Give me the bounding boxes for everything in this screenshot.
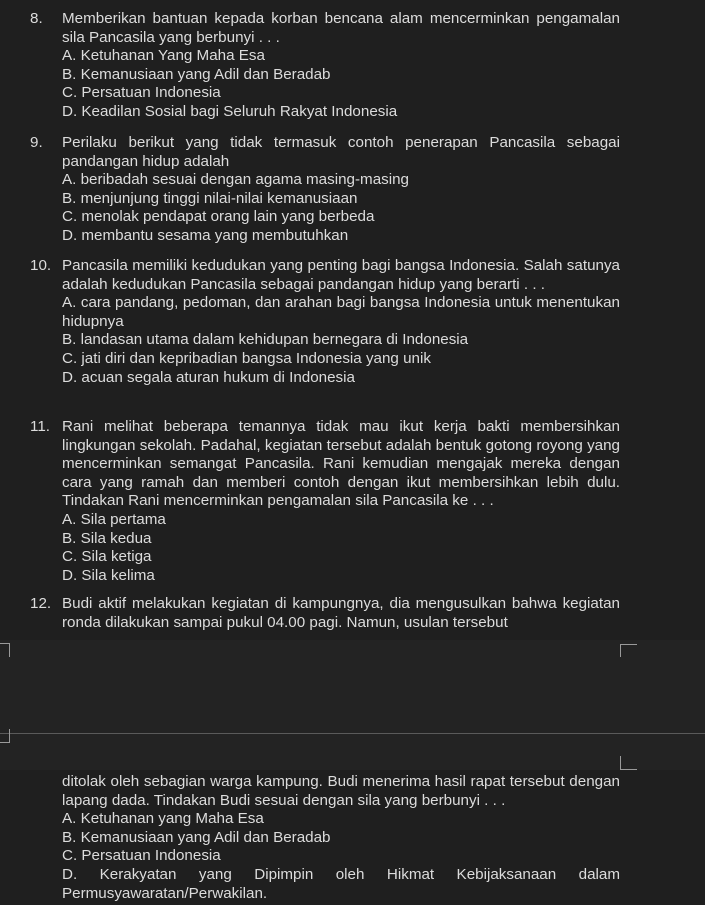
option-c: C. Persatuan Indonesia (62, 84, 221, 102)
question-8 (30, 10, 620, 122)
question-11 (30, 418, 620, 585)
option-b: B. Kemanusiaan yang Adil dan Beradab (62, 828, 331, 846)
option-d: D. membantu sesama yang membutuhkan (62, 226, 349, 244)
question-text: Budi aktif melakukan kegiatan di kampungnya, dia mengusulkan bahwa kegiatan ronda dilakukan sampai pukul 04.00 pagi. Namun, usulan tersebut (62, 595, 620, 631)
question-text: Pancasila memiliki kedudukan yang penting bagi bangsa Indonesia. Salah satunya adalah kedudukan Pancasila sebagai pandangan hidup yang berarti . . . (62, 257, 620, 293)
question-number: 9. (30, 134, 43, 151)
option-b: B. menjunjung tinggi nilai-nilai kemanusiaan (62, 189, 358, 207)
question-text: Perilaku berikut yang tidak termasuk contoh penerapan Pancasila sebagai pandangan hidup adalah (62, 134, 620, 170)
option-a: A. Ketuhanan Yang Maha Esa (62, 47, 265, 65)
crop-mark-top-left-v (9, 643, 10, 657)
option-d: D. acuan segala aturan hukum di Indonesia (62, 368, 355, 386)
question-number: 8. (30, 10, 43, 27)
option-b: B. Kemanusiaan yang Adil dan Beradab (62, 65, 331, 83)
question-number: 11. (30, 418, 50, 435)
question-text: Memberikan bantuan kepada korban bencana alam mencerminkan pengamalan sila Pancasila yang berbunyi . . . (62, 10, 620, 46)
question-number: 12. (30, 595, 52, 612)
option-list (62, 810, 620, 903)
question-number: 10. (30, 257, 52, 274)
crop-mark-bottom-right-v (620, 756, 621, 770)
crop-mark-bottom-left-v (9, 729, 10, 743)
question-12 (30, 595, 620, 632)
question-text-continued: ditolak oleh sebagian warga kampung. Budi menerima hasil rapat tersebut dengan lapang dada. Tindakan Budi sesuai dengan sila yang berbunyi . . . (62, 773, 620, 809)
crop-mark-top-right-v (620, 644, 621, 657)
question-text: Rani melihat beberapa temannya tidak mau ikut kerja bakti membersihkan lingkungan sekolah. Padahal, kegiatan tersebut adalah bentuk gotong royong yang mencerminkan semangat Pancasila. Rani kemudian mengajak mereka dengan cara yang ramah dan memberi contoh dengan ikut membersihkan lebih dulu. Tindakan Rani mencerminkan pengamalan sila Pancasila ke . . . (62, 418, 620, 510)
option-b: B. landasan utama dalam kehidupan bernegara di Indonesia (62, 331, 469, 349)
option-a: A. Ketuhanan yang Maha Esa (62, 810, 264, 828)
option-a: A. Sila pertama (62, 510, 166, 528)
option-c: C. Persatuan Indonesia (62, 847, 221, 865)
page-lower-section (0, 770, 705, 905)
question-12-continuation (62, 773, 620, 903)
option-d: D. Keadilan Sosial bagi Seluruh Rakyat Indonesia (62, 102, 398, 120)
option-list (62, 171, 620, 245)
option-list (62, 511, 620, 585)
option-a: A. beribadah sesuai dengan agama masing-masing (62, 171, 409, 189)
crop-mark-top-right-h (620, 644, 637, 645)
page-edge-line (0, 733, 705, 734)
option-c: C. menolak pendapat orang lain yang berbeda (62, 208, 375, 226)
option-list (62, 294, 620, 387)
option-b: B. Sila kedua (62, 529, 152, 547)
option-c: C. jati diri dan kepribadian bangsa Indonesia yang unik (62, 349, 431, 367)
option-d: D. Kerakyatan yang Dipimpin oleh Hikmat Kebijaksanaan dalam Permusyawaratan/Perwakilan. (62, 865, 620, 902)
option-a: A. cara pandang, pedoman, dan arahan bagi bangsa Indonesia untuk menentukan hidupnya (62, 294, 620, 330)
option-c: C. Sila ketiga (62, 548, 152, 566)
question-9 (30, 134, 620, 246)
option-list (62, 47, 620, 121)
option-d: D. Sila kelima (62, 566, 155, 584)
page-break-gap (0, 640, 705, 770)
question-10 (30, 257, 620, 387)
